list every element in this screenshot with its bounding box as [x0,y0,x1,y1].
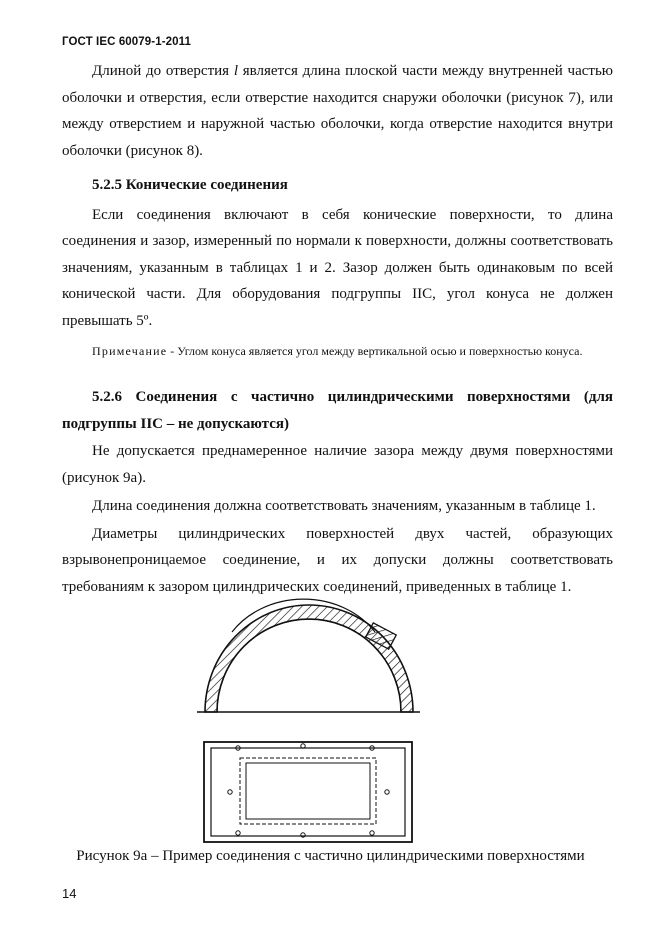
bolt-hole [228,790,232,794]
figure-caption: Рисунок 9а – Пример соединения с частично цилиндрическими поверхностями [76,848,585,864]
flange-outer [204,742,412,842]
figure-9a-plan-view [204,742,412,842]
outer-shell [205,605,413,712]
bolt-hole [385,790,389,794]
window-opening [246,763,370,819]
heading-5-2-5: 5.2.5 Конические соединения [92,177,288,193]
paragraph-conical: Если соединения включают в себя конические поверхности, то длина соединения и зазор, измеренный по нормали к поверхности, должны соответствовать значениям, указанным в таблицах 1 и 2. Зазор должен быть одинаковым по всей конической части. Для оборудования подгруппы IIС, угол конуса не должен превышать 5º. [62,206,613,329]
paragraph-joint-length: Длина соединения должна соответствовать значениям, указанным в таблице 1. [92,498,596,514]
paragraph-diameters: Диаметры цилиндрических поверхностей двух частей, образующих взрывонепроницаемое соединение, и их допуски должны соответствовать требованиям к зазором цилиндрических соединений, приведенных в таблице 1. [62,525,613,595]
symbol-l: l [233,63,238,79]
heading-5-2-6: 5.2.6 Соединения с частично цилиндрическими поверхностями (для подгруппы IIС – не допускаются) [62,389,613,432]
document-header: ГОСТ IEC 60079-1-2011 [62,36,191,48]
figure-9a-arch-section [197,599,420,712]
bolt-hole [370,831,374,835]
para1-pre: Длиной до отверстия [92,63,234,79]
bolt-hole [236,831,240,835]
page-number: 14 [62,886,77,901]
window-dashed [240,758,376,824]
para1-post: является длина плоской части между внутренней частью оболочки и отверстия, если отверстие находится снаружи оболочки (рисунок 7), или между отверстием и наружной частью оболочки, когда отверстие находится внутри оболочки (рисунок 8). [62,63,614,159]
note-text: - Углом конуса является угол между вертикальной осью и поверхностью конуса. [167,344,583,358]
paragraph-no-gap: Не допускается преднамеренное наличие зазора между двумя поверхностями (рисунок 9а). [62,443,613,486]
note-label: Примечание [92,344,168,358]
